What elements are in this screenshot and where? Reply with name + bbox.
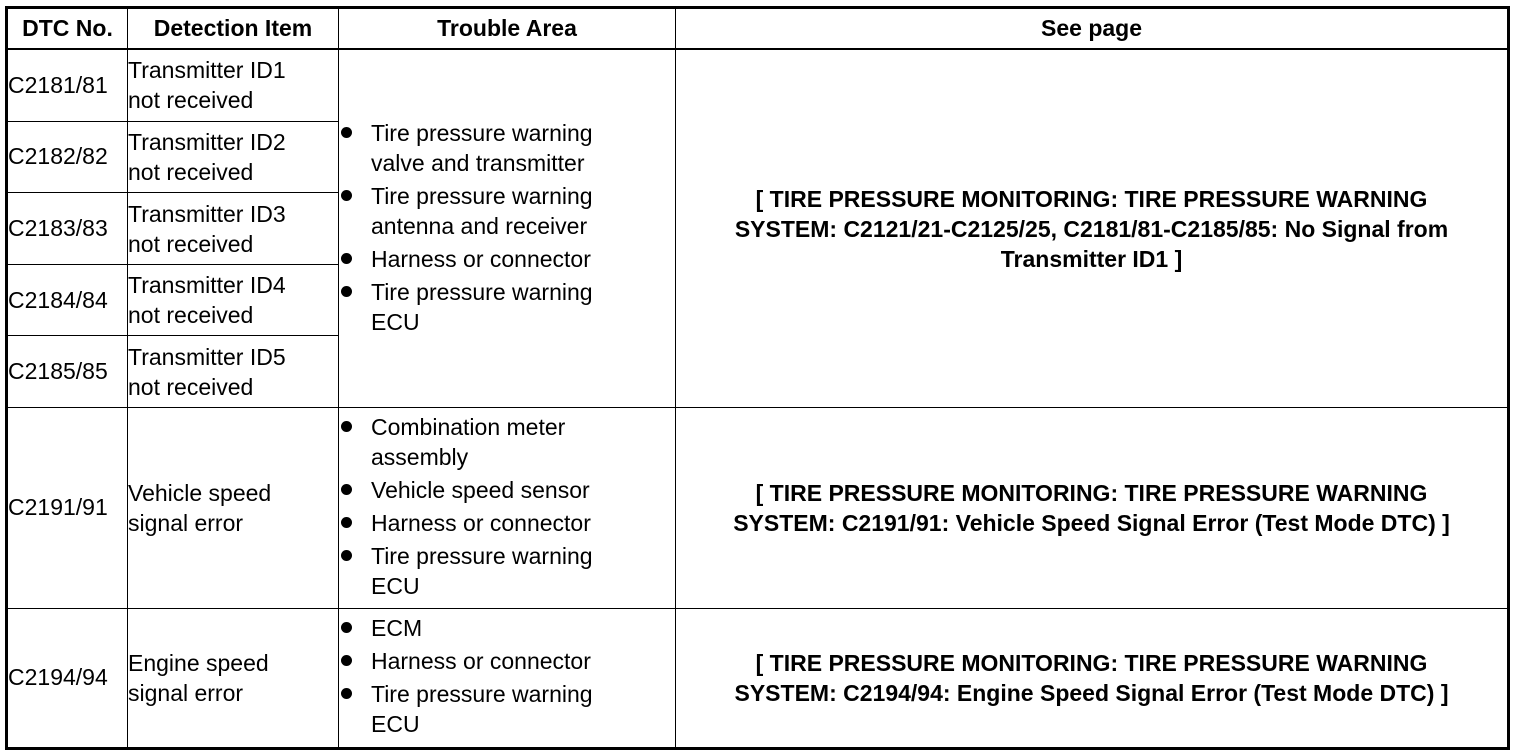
- list-item: [339, 613, 675, 643]
- bullet-icon: [341, 655, 352, 666]
- trouble-area: [339, 608, 676, 748]
- detection-item-line: signal error: [128, 509, 244, 536]
- detection-item: [128, 121, 339, 193]
- detection-item-line: Transmitter ID3: [128, 200, 286, 227]
- bullet-icon: [341, 550, 352, 561]
- list-item-line: Harness or connector: [371, 648, 591, 675]
- detection-item-line: not received: [128, 302, 254, 329]
- dtc-code: C2185/85: [7, 336, 128, 408]
- dtc-code: C2191/91: [7, 408, 128, 609]
- detection-item-line: not received: [128, 158, 254, 185]
- trouble-area-list: [339, 613, 675, 739]
- list-item: [339, 646, 675, 676]
- header-trouble-area: Trouble Area: [339, 8, 676, 50]
- dtc-table: [5, 6, 1510, 750]
- bullet-icon: [341, 190, 352, 201]
- list-item-line: ECU: [371, 308, 420, 335]
- detection-item: [128, 264, 339, 336]
- list-item: [339, 679, 675, 739]
- list-item-line: Tire pressure warning: [371, 278, 593, 305]
- detection-item-line: not received: [128, 87, 254, 114]
- detection-item: [128, 408, 339, 609]
- list-item: [339, 277, 675, 337]
- list-item-line: Tire pressure warning: [371, 119, 593, 146]
- detection-item-line: signal error: [128, 679, 244, 706]
- trouble-area-list: [339, 118, 675, 337]
- list-item-line: ECM: [371, 615, 423, 642]
- table-row: [7, 408, 1509, 609]
- bullet-icon: [341, 253, 352, 264]
- list-item-line: Vehicle speed sensor: [371, 476, 590, 503]
- detection-item: [128, 336, 339, 408]
- bullet-icon: [341, 484, 352, 495]
- see-page-link[interactable]: [676, 608, 1509, 748]
- header-see-page: See page: [676, 8, 1509, 50]
- dtc-code: C2183/83: [7, 193, 128, 265]
- bullet-icon: [341, 127, 352, 138]
- trouble-area: [339, 49, 676, 408]
- bullet-icon: [341, 622, 352, 633]
- detection-item-line: not received: [128, 230, 254, 257]
- see-page-line: [ TIRE PRESSURE MONITORING: TIRE PRESSURE WARNING: [755, 479, 1428, 506]
- list-item-line: valve and transmitter: [371, 149, 585, 176]
- bullet-icon: [341, 517, 352, 528]
- list-item-line: Combination meter: [371, 413, 566, 440]
- list-item-line: Tire pressure warning: [371, 681, 593, 708]
- list-item: [339, 181, 675, 241]
- bullet-icon: [341, 286, 352, 297]
- list-item-line: antenna and receiver: [371, 212, 588, 239]
- detection-item-line: Engine speed: [128, 649, 269, 676]
- list-item: [339, 244, 675, 274]
- dtc-code: C2181/81: [7, 49, 128, 121]
- detection-item-line: Transmitter ID2: [128, 128, 286, 155]
- bullet-icon: [341, 688, 352, 699]
- detection-item-line: Transmitter ID4: [128, 272, 286, 299]
- dtc-code: C2184/84: [7, 264, 128, 336]
- see-page-line: [ TIRE PRESSURE MONITORING: TIRE PRESSURE WARNING: [755, 649, 1428, 676]
- see-page-line: SYSTEM: C2191/91: Vehicle Speed Signal Error (Test Mode DTC) ]: [733, 509, 1450, 536]
- dtc-code: C2194/94: [7, 608, 128, 748]
- trouble-area: [339, 408, 676, 609]
- list-item: [339, 412, 675, 472]
- detection-item-line: Transmitter ID5: [128, 343, 286, 370]
- detection-item-line: Vehicle speed: [128, 479, 272, 506]
- see-page-line: SYSTEM: C2194/94: Engine Speed Signal Error (Test Mode DTC) ]: [734, 679, 1449, 706]
- list-item-line: ECU: [371, 572, 420, 599]
- list-item-line: Harness or connector: [371, 245, 591, 272]
- header-dtc-no: DTC No.: [7, 8, 128, 50]
- list-item: [339, 541, 675, 601]
- table-row: [7, 608, 1509, 748]
- list-item: [339, 475, 675, 505]
- see-page-line: Transmitter ID1 ]: [1000, 245, 1183, 272]
- detection-item-line: not received: [128, 373, 254, 400]
- header-detection-item: Detection Item: [128, 8, 339, 50]
- list-item-line: Tire pressure warning: [371, 542, 593, 569]
- detection-item: [128, 193, 339, 265]
- table-row: [7, 49, 1509, 121]
- list-item-line: assembly: [371, 443, 469, 470]
- list-item-line: ECU: [371, 711, 420, 738]
- list-item-line: Harness or connector: [371, 509, 591, 536]
- see-page-link[interactable]: [676, 49, 1509, 408]
- dtc-code: C2182/82: [7, 121, 128, 193]
- trouble-area-list: [339, 412, 675, 601]
- list-item-line: Tire pressure warning: [371, 182, 593, 209]
- detection-item: [128, 608, 339, 748]
- see-page-line: [ TIRE PRESSURE MONITORING: TIRE PRESSURE WARNING: [755, 185, 1428, 212]
- list-item: [339, 118, 675, 178]
- bullet-icon: [341, 421, 352, 432]
- see-page-link[interactable]: [676, 408, 1509, 609]
- list-item: [339, 508, 675, 538]
- detection-item-line: Transmitter ID1: [128, 57, 286, 84]
- detection-item: [128, 49, 339, 121]
- header-row: [7, 8, 1509, 50]
- see-page-line: SYSTEM: C2121/21-C2125/25, C2181/81-C2185/85: No Signal from: [734, 215, 1449, 242]
